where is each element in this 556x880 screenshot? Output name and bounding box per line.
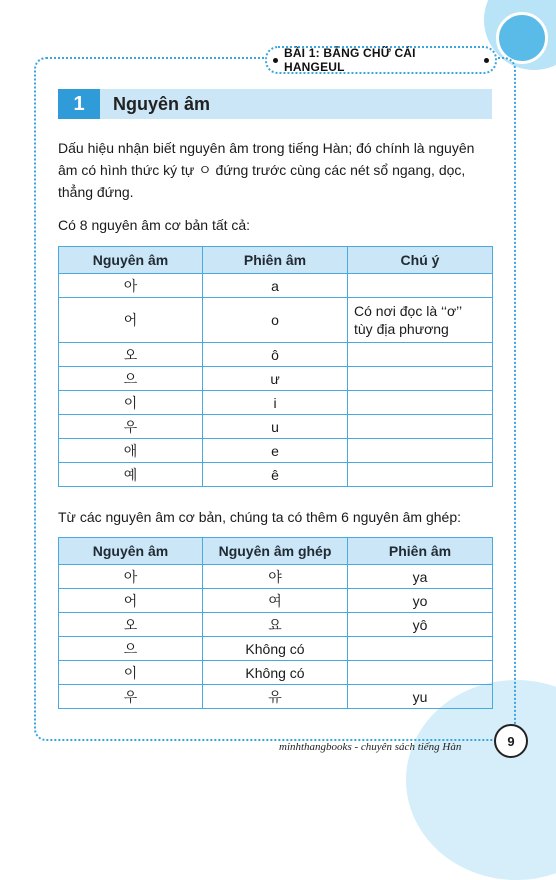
table-row (59, 343, 493, 367)
note-line: tùy địa phương (354, 321, 449, 337)
table-row (59, 391, 493, 415)
vowel-cell: 으 (59, 367, 203, 391)
table-row (59, 565, 493, 589)
vowel-cell: 애 (59, 439, 203, 463)
romanization-cell: yu (348, 685, 493, 709)
table-row (59, 637, 493, 661)
column-header: Phiên âm (348, 538, 493, 565)
note-cell (348, 367, 493, 391)
lesson-title-badge (265, 46, 497, 74)
table-row (59, 589, 493, 613)
vowel-cell: 이 (59, 391, 203, 415)
compound-vowel-cell: 야 (203, 565, 348, 589)
intro-paragraph (58, 137, 494, 203)
note-line: Có nơi đọc là ‘‘ơ’’ (354, 303, 463, 319)
table-row (59, 415, 493, 439)
note-cell (348, 415, 493, 439)
column-header: Phiên âm (203, 247, 348, 274)
vowel-cell: 우 (59, 415, 203, 439)
compound-vowel-cell: 유 (203, 685, 348, 709)
bullet-icon (484, 58, 489, 63)
romanization-cell: yô (348, 613, 493, 637)
compound-vowel-cell: 여 (203, 589, 348, 613)
table-header-row (59, 247, 493, 274)
vowel-cell: 우 (59, 685, 203, 709)
table-row (59, 439, 493, 463)
table-row (59, 685, 493, 709)
intro-line: thẳng đứng. (58, 184, 134, 200)
vowel-cell: 오 (59, 613, 203, 637)
romanization-cell: ya (348, 565, 493, 589)
compound-vowel-cell: Không có (203, 637, 348, 661)
romanization-cell: ê (203, 463, 348, 487)
table-row (59, 298, 493, 343)
compound-vowels-intro: Từ các nguyên âm cơ bản, chúng ta có thêm 6 nguyên âm ghép: (58, 509, 462, 525)
note-cell (348, 391, 493, 415)
lesson-title: BÀI 1: BẢNG CHỮ CÁI HANGEUL (283, 46, 416, 74)
intro-line: âm có hình thức ký tự ㅇ đứng trước cùng các nét sổ ngang, dọc, (58, 162, 466, 178)
note-cell (348, 343, 493, 367)
vowel-cell: 이 (59, 661, 203, 685)
romanization-cell: a (203, 274, 348, 298)
table-row (59, 367, 493, 391)
column-header: Nguyên âm (59, 247, 203, 274)
column-header: Nguyên âm (59, 538, 203, 565)
romanization-cell: ô (203, 343, 348, 367)
table-row (59, 463, 493, 487)
romanization-cell: i (203, 391, 348, 415)
column-header: Nguyên âm ghép (203, 538, 348, 565)
romanization-cell: o (203, 298, 348, 343)
romanization-cell (348, 637, 493, 661)
romanization-cell: yo (348, 589, 493, 613)
table-row (59, 274, 493, 298)
vowel-cell: 어 (59, 298, 203, 343)
footer-text: minhthangbooks - chuyên sách tiếng Hàn (279, 741, 462, 753)
section-number: 1 (58, 89, 100, 119)
page-number: 9 (494, 724, 528, 758)
note-cell (348, 274, 493, 298)
basic-vowels-table (58, 246, 493, 487)
note-cell (348, 439, 493, 463)
vowel-cell: 어 (59, 589, 203, 613)
note-cell (348, 463, 493, 487)
vowel-cell: 아 (59, 274, 203, 298)
table-header-row (59, 538, 493, 565)
note-cell (348, 298, 493, 343)
compound-vowels-table (58, 537, 493, 709)
romanization-cell: ư (203, 367, 348, 391)
vowel-cell: 으 (59, 637, 203, 661)
intro-line: Dấu hiệu nhận biết nguyên âm trong tiếng Hàn; đó chính là nguyên (58, 140, 475, 156)
vowel-cell: 예 (59, 463, 203, 487)
vowel-cell: 아 (59, 565, 203, 589)
table-row (59, 613, 493, 637)
compound-vowel-cell: Không có (203, 661, 348, 685)
romanization-cell: u (203, 415, 348, 439)
compound-vowel-cell: 요 (203, 613, 348, 637)
romanization-cell (348, 661, 493, 685)
column-header: Chú ý (348, 247, 493, 274)
section-title: Nguyên âm (113, 94, 211, 114)
romanization-cell: e (203, 439, 348, 463)
basic-vowels-intro: Có 8 nguyên âm cơ bản tất cả: (58, 217, 251, 233)
vowel-cell: 오 (59, 343, 203, 367)
table-row (59, 661, 493, 685)
bullet-icon (273, 58, 278, 63)
